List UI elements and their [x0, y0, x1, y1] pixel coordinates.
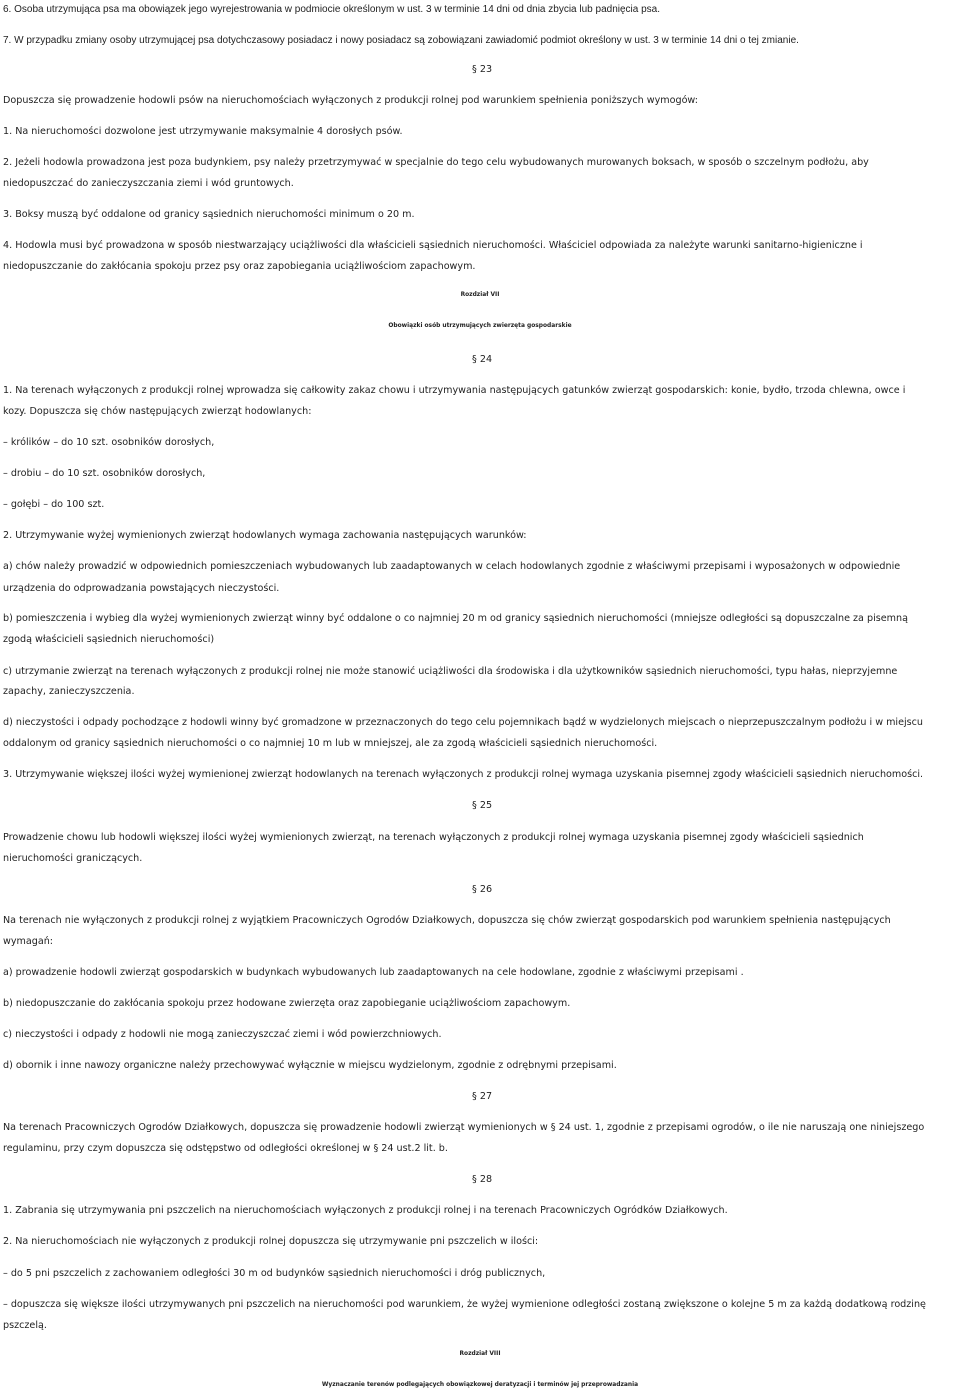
section-number: § 26: [472, 884, 493, 895]
text-line: 4. Hodowla musi być prowadzona w sposób niestwarzający uciążliwości dla właścicieli sąsiednich nieruchomości. Właściciel odpowiada za należyte warunki sanitarno-higieniczne i: [3, 240, 863, 251]
text-line: – gołębi – do 100 szt.: [3, 499, 105, 510]
text-line: a) chów należy prowadzić w odpowiednich pomieszczeniach wybudowanych lub zaadaptowanych w celach hodowlanych zgodnie z właściwymi przepisami i wyposażonych w odpowiednie: [3, 561, 901, 572]
text-line: 6. Osoba utrzymująca psa ma obowiązek jego wyrejestrowania w podmiocie określonym w ust. 3 w terminie 14 dni od dnia zbycia lub padnięcia psa.: [3, 4, 660, 15]
chapter-heading: Rozdział VII: [460, 292, 500, 298]
text-line: nieruchomości graniczących.: [3, 853, 143, 864]
text-line: d) obornik i inne nawozy organiczne należy przechowywać wyłącznie w miejscu wydzielonym, zgodnie z odrębnymi przepisami.: [3, 1060, 617, 1071]
section-number: § 25: [472, 800, 493, 811]
text-line: wymagań:: [3, 936, 54, 947]
text-line: Dopuszcza się prowadzenie hodowli psów na nieruchomościach wyłączonych z produkcji rolnej pod warunkiem spełnienia poniższych wymogów:: [3, 95, 698, 106]
text-line: kozy. Dopuszcza się chów następujących zwierząt hodowlanych:: [3, 406, 312, 417]
text-line: c) utrzymanie zwierząt na terenach wyłączonych z produkcji rolnej nie może stanowić uciążliwości dla środowiska i dla użytkowników sąsiednich nieruchomości, typu hałas, nieprzyjemne: [3, 666, 898, 677]
text-line: a) prowadzenie hodowli zwierząt gospodarskich w budynkach wybudowanych lub zaadaptowanych na cele hodowlane, zgodnie z właściwymi przepisami .: [3, 967, 744, 978]
text-line: Na terenach Pracowniczych Ogrodów Działkowych, dopuszcza się prowadzenie hodowli zwierząt wymienionych w § 24 ust. 1, zgodnie z przepisami ogrodów, o ile nie naruszają one niniejszego: [3, 1122, 925, 1133]
text-line: Prowadzenie chowu lub hodowli większej ilości wyżej wymienionych zwierząt, na terenach wyłączonych z produkcji rolnej wymaga uzyskania pisemnej zgody właścicieli sąsiednich: [3, 832, 864, 843]
text-line: 3. Boksy muszą być oddalone od granicy sąsiednich nieruchomości minimum o 20 m.: [3, 209, 415, 220]
section-number: § 28: [472, 1174, 493, 1185]
text-line: – dopuszcza się większe ilości utrzymywanych pni pszczelich na nieruchomości pod warunkiem, że wyżej wymienione odległości zostaną zwiększone o kolejne 5 m za każdą dodatkową rodzinę: [3, 1299, 926, 1310]
text-line: 2. Na nieruchomościach nie wyłączonych z produkcji rolnej dopuszcza się utrzymywanie pni pszczelich w ilości:: [3, 1236, 539, 1247]
text-line: regulaminu, przy czym dopuszcza się odstępstwo od odległości określonej w § 24 ust.2 lit. b.: [3, 1143, 448, 1154]
text-line: niedopuszczać do zanieczyszczania ziemi i wód gruntowych.: [3, 178, 294, 189]
chapter-heading: Rozdział VIII: [459, 1351, 501, 1357]
text-line: – królików – do 10 szt. osobników dorosłych,: [3, 437, 215, 448]
text-line: – do 5 pni pszczelich z zachowaniem odległości 30 m od budynków sąsiednich nieruchomości i dróg publicznych,: [3, 1268, 546, 1279]
text-line: urządzenia do odprowadzania powstających nieczystości.: [3, 583, 280, 594]
section-number: § 27: [472, 1091, 493, 1102]
text-line: d) nieczystości i odpady pochodzące z hodowli winny być gromadzone w przeznaczonych do tego celu pojemnikach bądź w wydzielonych miejscach o nieprzepuszczalnym podłożu i w miejscu: [3, 717, 924, 728]
text-line: c) nieczystości i odpady z hodowli nie mogą zanieczyszczać ziemi i wód powierzchniowych.: [3, 1029, 442, 1040]
section-number: § 24: [472, 354, 493, 365]
chapter-title: Wyznaczanie terenów podlegających obowiązkowej deratyzacji i terminów jej przeprowadzania: [321, 1382, 639, 1388]
text-line: zapachy, zanieczyszczenia.: [3, 686, 135, 697]
text-line: 2. Jeżeli hodowla prowadzona jest poza budynkiem, psy należy przetrzymywać w specjalnie do tego celu wybudowanych murowanych boksach, w sposób o szczelnym podłożu, aby: [3, 157, 869, 168]
text-line: 3. Utrzymywanie większej ilości wyżej wymienionej zwierząt hodowlanych na terenach wyłączonych z produkcji rolnej wymaga uzyskania pisemnej zgody właścicieli sąsiednich nieruchomości.: [3, 769, 924, 780]
text-line: – drobiu – do 10 szt. osobników dorosłych,: [3, 468, 206, 479]
text-line: niedopuszczanie do zakłócania spokoju przez psy oraz zapobiegania uciążliwościom zapachowym.: [3, 261, 476, 272]
text-line: 7. W przypadku zmiany osoby utrzymującej psa dotychczasowy posiadacz i nowy posiadacz są zobowiązani zawiadomić podmiot określony w ust. 3 w terminie 14 dni o tej zmianie.: [3, 35, 799, 46]
text-line: 1. Na terenach wyłączonych z produkcji rolnej wprowadza się całkowity zakaz chowu i utrzymywania następujących gatunków zwierząt gospodarskich: konie, bydło, trzoda chlewna, owce i: [3, 385, 906, 396]
section-number: § 23: [472, 64, 493, 75]
text-line: oddalonym od granicy sąsiednich nieruchomości o co najmniej 10 m lub w mniejszej, ale za zgodą właścicieli sąsiednich nieruchomości.: [3, 738, 658, 749]
text-line: b) niedopuszczanie do zakłócania spokoju przez hodowane zwierzęta oraz zapobieganie uciążliwościom zapachowym.: [3, 998, 571, 1009]
chapter-title: Obowiązki osób utrzymujących zwierzęta gospodarskie: [388, 323, 572, 329]
text-line: 1. Na nieruchomości dozwolone jest utrzymywanie maksymalnie 4 dorosłych psów.: [3, 126, 403, 137]
text-line: pszczelą.: [3, 1320, 47, 1331]
text-line: 2. Utrzymywanie wyżej wymienionych zwierząt hodowlanych wymaga zachowania następujących warunków:: [3, 530, 527, 541]
text-line: 1. Zabrania się utrzymywania pni pszczelich na nieruchomościach wyłączonych z produkcji rolnej i na terenach Pracowniczych Ogródków Działkowych.: [3, 1205, 728, 1216]
text-line: b) pomieszczenia i wybieg dla wyżej wymienionych zwierząt winny być oddalone o co najmniej 20 m od granicy sąsiednich nieruchomości (mniejsze odległości są dopuszczalne za pisemną: [3, 613, 908, 624]
text-line: zgodą właścicieli sąsiednich nieruchomości): [3, 634, 215, 645]
text-line: Na terenach nie wyłączonych z produkcji rolnej z wyjątkiem Pracowniczych Ogrodów Działkowych, dopuszcza się chów zwierząt gospodarskich pod warunkiem spełnienia następujących: [3, 915, 891, 926]
